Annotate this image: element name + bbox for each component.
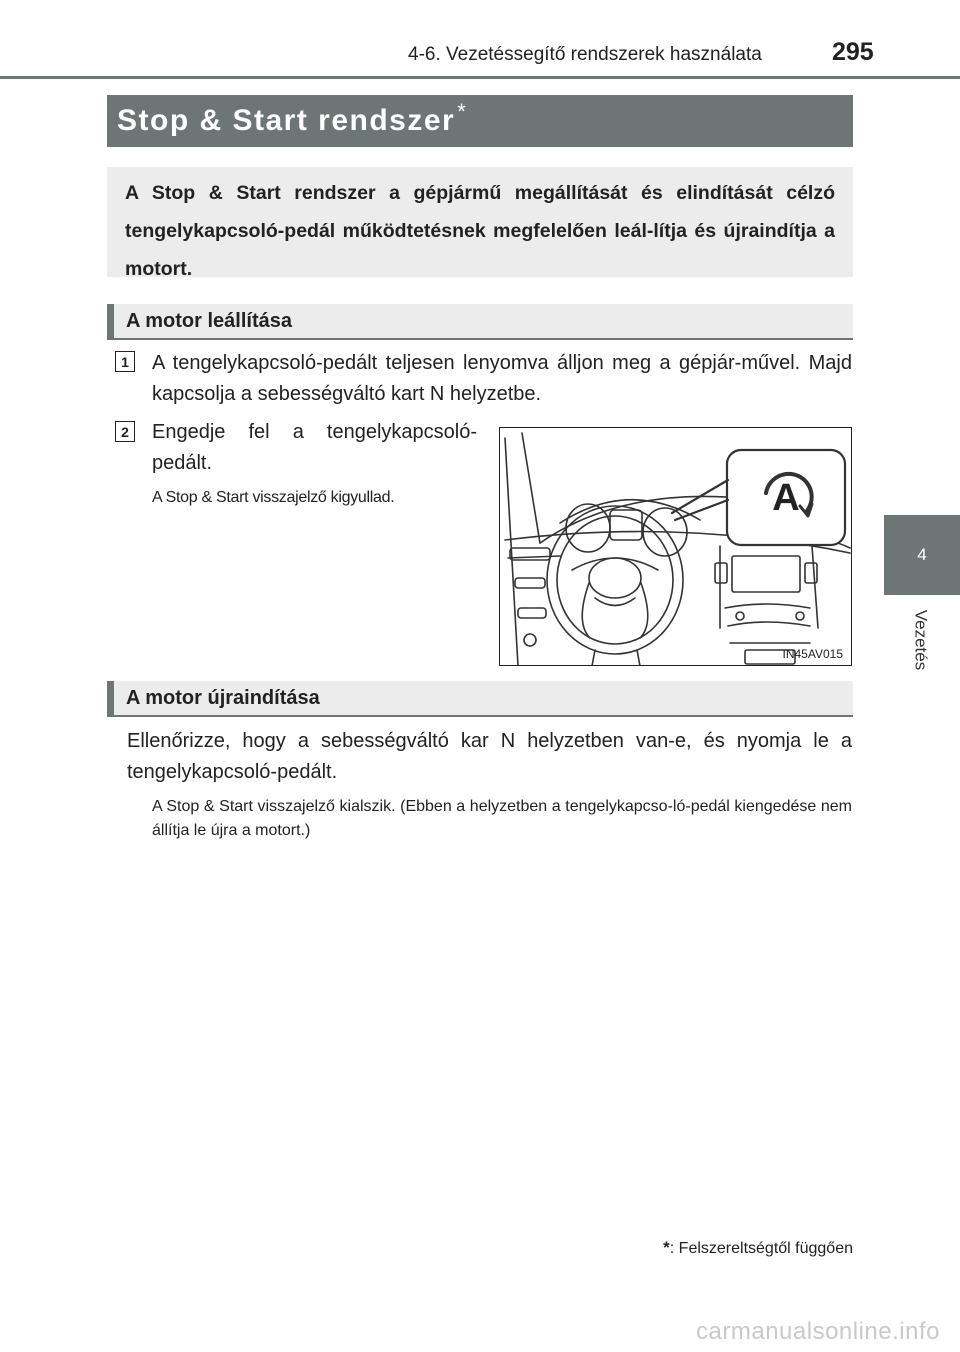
- chapter-tab: [884, 515, 960, 595]
- step-2-note: A Stop & Start visszajelző kigyullad.: [152, 489, 395, 506]
- dashboard-drawing: [500, 428, 852, 666]
- title-asterisk: *: [457, 99, 466, 124]
- figure-code: IN45AV015: [782, 647, 843, 661]
- footnote: [600, 1238, 853, 1258]
- page-title: Stop & Start rendszer: [117, 104, 456, 137]
- dashboard-illustration: [499, 427, 852, 666]
- chapter-tab-label-text: Vezetés: [911, 609, 930, 671]
- section-heading-stop: A motor leállítása: [107, 304, 853, 340]
- step-number-2: 2: [115, 421, 135, 442]
- restart-text: Ellenőrizze, hogy a sebességváltó kar N helyzetben van-e, és nyomja le a tengelykapcsoló-pedált.: [127, 730, 852, 783]
- step-2-text: Engedje fel a tengelykapcsoló-pedált.: [152, 421, 477, 474]
- section-heading-restart: A motor újraindítása: [107, 681, 853, 717]
- restart-note: A Stop & Start visszajelző kialszik. (Ebben a helyzetben a tengelykapcso-ló-pedál kiengedése nem állítja le újra a motort.): [152, 798, 852, 839]
- footnote-text: : Felszereltségtől függően: [669, 1240, 853, 1257]
- intro-box: A Stop & Start rendszer a gépjármű megállítását és elindítását célzó tengelykapcsoló-pedál működtetésnek megfelelően leál-lítja és újraindítja a motort.: [107, 167, 853, 277]
- chapter-tab-number: 4: [917, 545, 927, 564]
- chapter-title: 4-6. Vezetéssegítő rendszerek használata: [408, 44, 762, 65]
- watermark: carmanualsonline.info: [696, 1318, 940, 1345]
- chapter-tab-label: [880, 600, 960, 680]
- footnote-asterisk: *: [663, 1238, 670, 1257]
- step-number-1: 1: [115, 351, 135, 372]
- page-number: 295: [832, 38, 874, 66]
- header-rule: [0, 76, 960, 79]
- section-title-bar: [107, 95, 853, 147]
- indicator-letter: A: [772, 477, 800, 519]
- step-1-text: A tengelykapcsoló-pedált teljesen lenyomva álljon meg a gépjár-művel. Majd kapcsolja a sebességváltó kart N helyzetbe.: [152, 352, 852, 405]
